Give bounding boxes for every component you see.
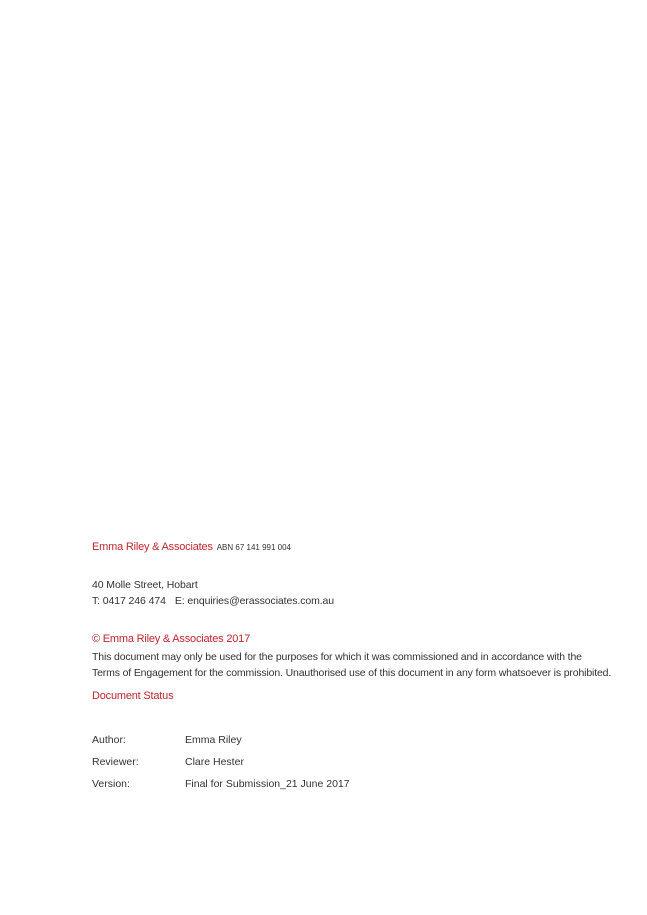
- document-status-heading: Document Status: [92, 690, 174, 702]
- phone-number: T: 0417 246 474: [92, 595, 166, 607]
- street-address: 40 Molle Street, Hobart: [92, 579, 198, 591]
- status-row-version: [92, 773, 612, 795]
- copyright-heading: © Emma Riley & Associates 2017: [92, 633, 251, 645]
- copyright-text: This document may only be used for the purposes for which it was commissioned and in accordance with the Terms of Engagement for the commission. Unauthorised use of this document in any form whatsoever is prohibited.: [92, 651, 612, 679]
- status-label: Version:: [92, 778, 130, 790]
- email-address: E: enquiries@erassociates.com.au: [174, 595, 335, 607]
- status-value: Clare Hester: [185, 756, 244, 768]
- status-row-reviewer: [92, 751, 612, 773]
- contact-block: [92, 577, 612, 609]
- contact-line: [92, 593, 612, 609]
- imprint-block: [92, 541, 612, 795]
- status-label: Reviewer:: [92, 756, 139, 768]
- status-value: Final for Submission_21 June 2017: [185, 778, 350, 790]
- status-label: Author:: [92, 734, 126, 746]
- status-row-author: [92, 729, 612, 751]
- company-abn: ABN 67 141 991 004: [216, 543, 291, 552]
- status-value: Emma Riley: [185, 734, 242, 746]
- company-line: [92, 541, 612, 557]
- document-status-table: [92, 729, 612, 795]
- company-name: Emma Riley & Associates: [92, 541, 213, 553]
